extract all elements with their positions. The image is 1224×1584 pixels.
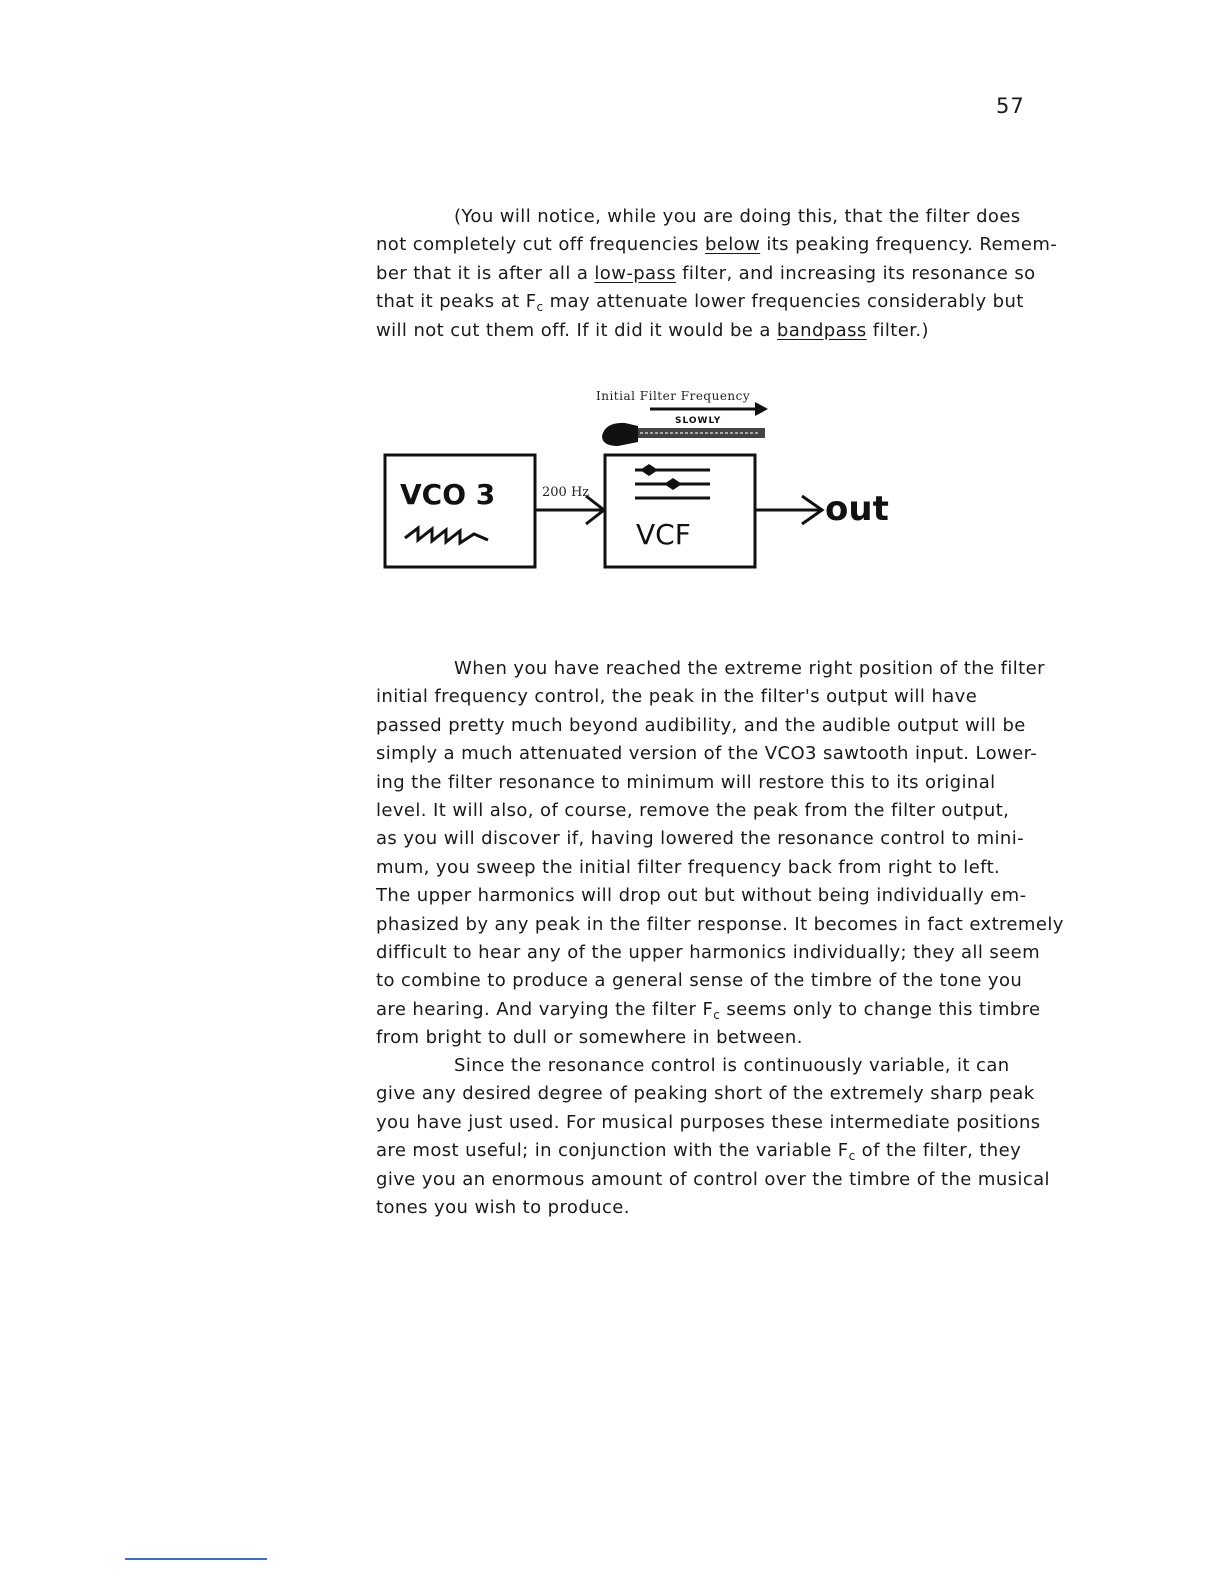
slider-knob <box>602 423 638 446</box>
text-line: (You will notice, while you are doing this, that the filter does <box>454 206 1021 227</box>
patch-diagram <box>370 378 930 588</box>
slowly-arrowhead <box>755 402 768 416</box>
text-line: are most useful; in conjunction with the variable $F_c$ of the filter, they <box>376 1140 1022 1164</box>
text-line: you have just used. For musical purposes these intermediate positions <box>376 1111 1041 1133</box>
control-label: Initial Filter Frequency <box>596 389 751 403</box>
text-line: difficult to hear any of the upper harmonics individually; they all seem <box>376 941 1041 963</box>
paragraph-resonance <box>376 1052 1076 1222</box>
text-line: ber that it is after all a low-pass filter, and increasing its resonance so <box>376 262 1036 284</box>
vco-label: VCO 3 <box>400 478 496 511</box>
page-number: 57 <box>996 94 1025 118</box>
vcf-slider-knob <box>664 478 682 490</box>
text-line: give you an enormous amount of control over the timbre of the musical <box>376 1168 1050 1190</box>
text-line: as you will discover if, having lowered the resonance control to mini- <box>376 828 1025 850</box>
vco-box <box>385 455 535 567</box>
paragraph-extreme-right <box>376 655 1076 1052</box>
text-line: are hearing. And varying the filter $F_c$ seems only to change this timbre <box>376 998 1041 1022</box>
text-line: mum, you sweep the initial filter frequency back from right to left. <box>376 856 1001 878</box>
out-label: out <box>825 489 889 529</box>
slowly-label: SLOWLY <box>675 416 722 426</box>
vcf-label: VCF <box>636 518 691 551</box>
text-line: to combine to produce a general sense of the timbre of the tone you <box>376 970 1023 992</box>
text-line: ing the filter resonance to minimum will restore this to its original <box>376 771 996 793</box>
text-line: that it peaks at $F_c$ may attenuate lower frequencies considerably but <box>376 291 1024 315</box>
text-line: from bright to dull or somewhere in between. <box>376 1027 803 1049</box>
underlined-term: bandpass <box>776 319 867 341</box>
text-line: give any desired degree of peaking short of the extremely sharp peak <box>376 1083 1035 1105</box>
underlined-term: low-pass <box>594 262 677 284</box>
text-line: Since the resonance control is continuously variable, it can <box>454 1055 1010 1076</box>
paragraph-filter-note <box>376 203 1076 345</box>
text-line: When you have reached the extreme right position of the filter <box>454 658 1045 679</box>
text-line: initial frequency control, the peak in the filter's output will have <box>376 686 978 708</box>
subscript: c <box>536 300 544 315</box>
text-line: level. It will also, of course, remove the peak from the filter output, <box>376 799 1010 821</box>
text-line: passed pretty much beyond audibility, and the audible output will be <box>376 714 1026 736</box>
underlined-term: below <box>704 234 761 256</box>
footnote-rule <box>125 1558 267 1560</box>
subscript: c <box>848 1149 856 1164</box>
subscript: c <box>713 1007 721 1022</box>
frequency-label: 200 Hz <box>542 485 590 500</box>
text-line: The upper harmonics will drop out but without being individually em- <box>376 885 1027 907</box>
text-line: will not cut them off. If it did it would be a bandpass filter.) <box>376 319 929 341</box>
sawtooth-wave <box>405 528 488 543</box>
text-line: phasized by any peak in the filter response. It becomes in fact extremely <box>376 913 1064 935</box>
text-line: not completely cut off frequencies below its peaking frequency. Remem- <box>376 234 1058 256</box>
vcf-slider-knob <box>640 464 658 476</box>
text-line: tones you wish to produce. <box>376 1196 630 1218</box>
text-line: simply a much attenuated version of the VCO3 sawtooth input. Lower- <box>376 743 1038 765</box>
